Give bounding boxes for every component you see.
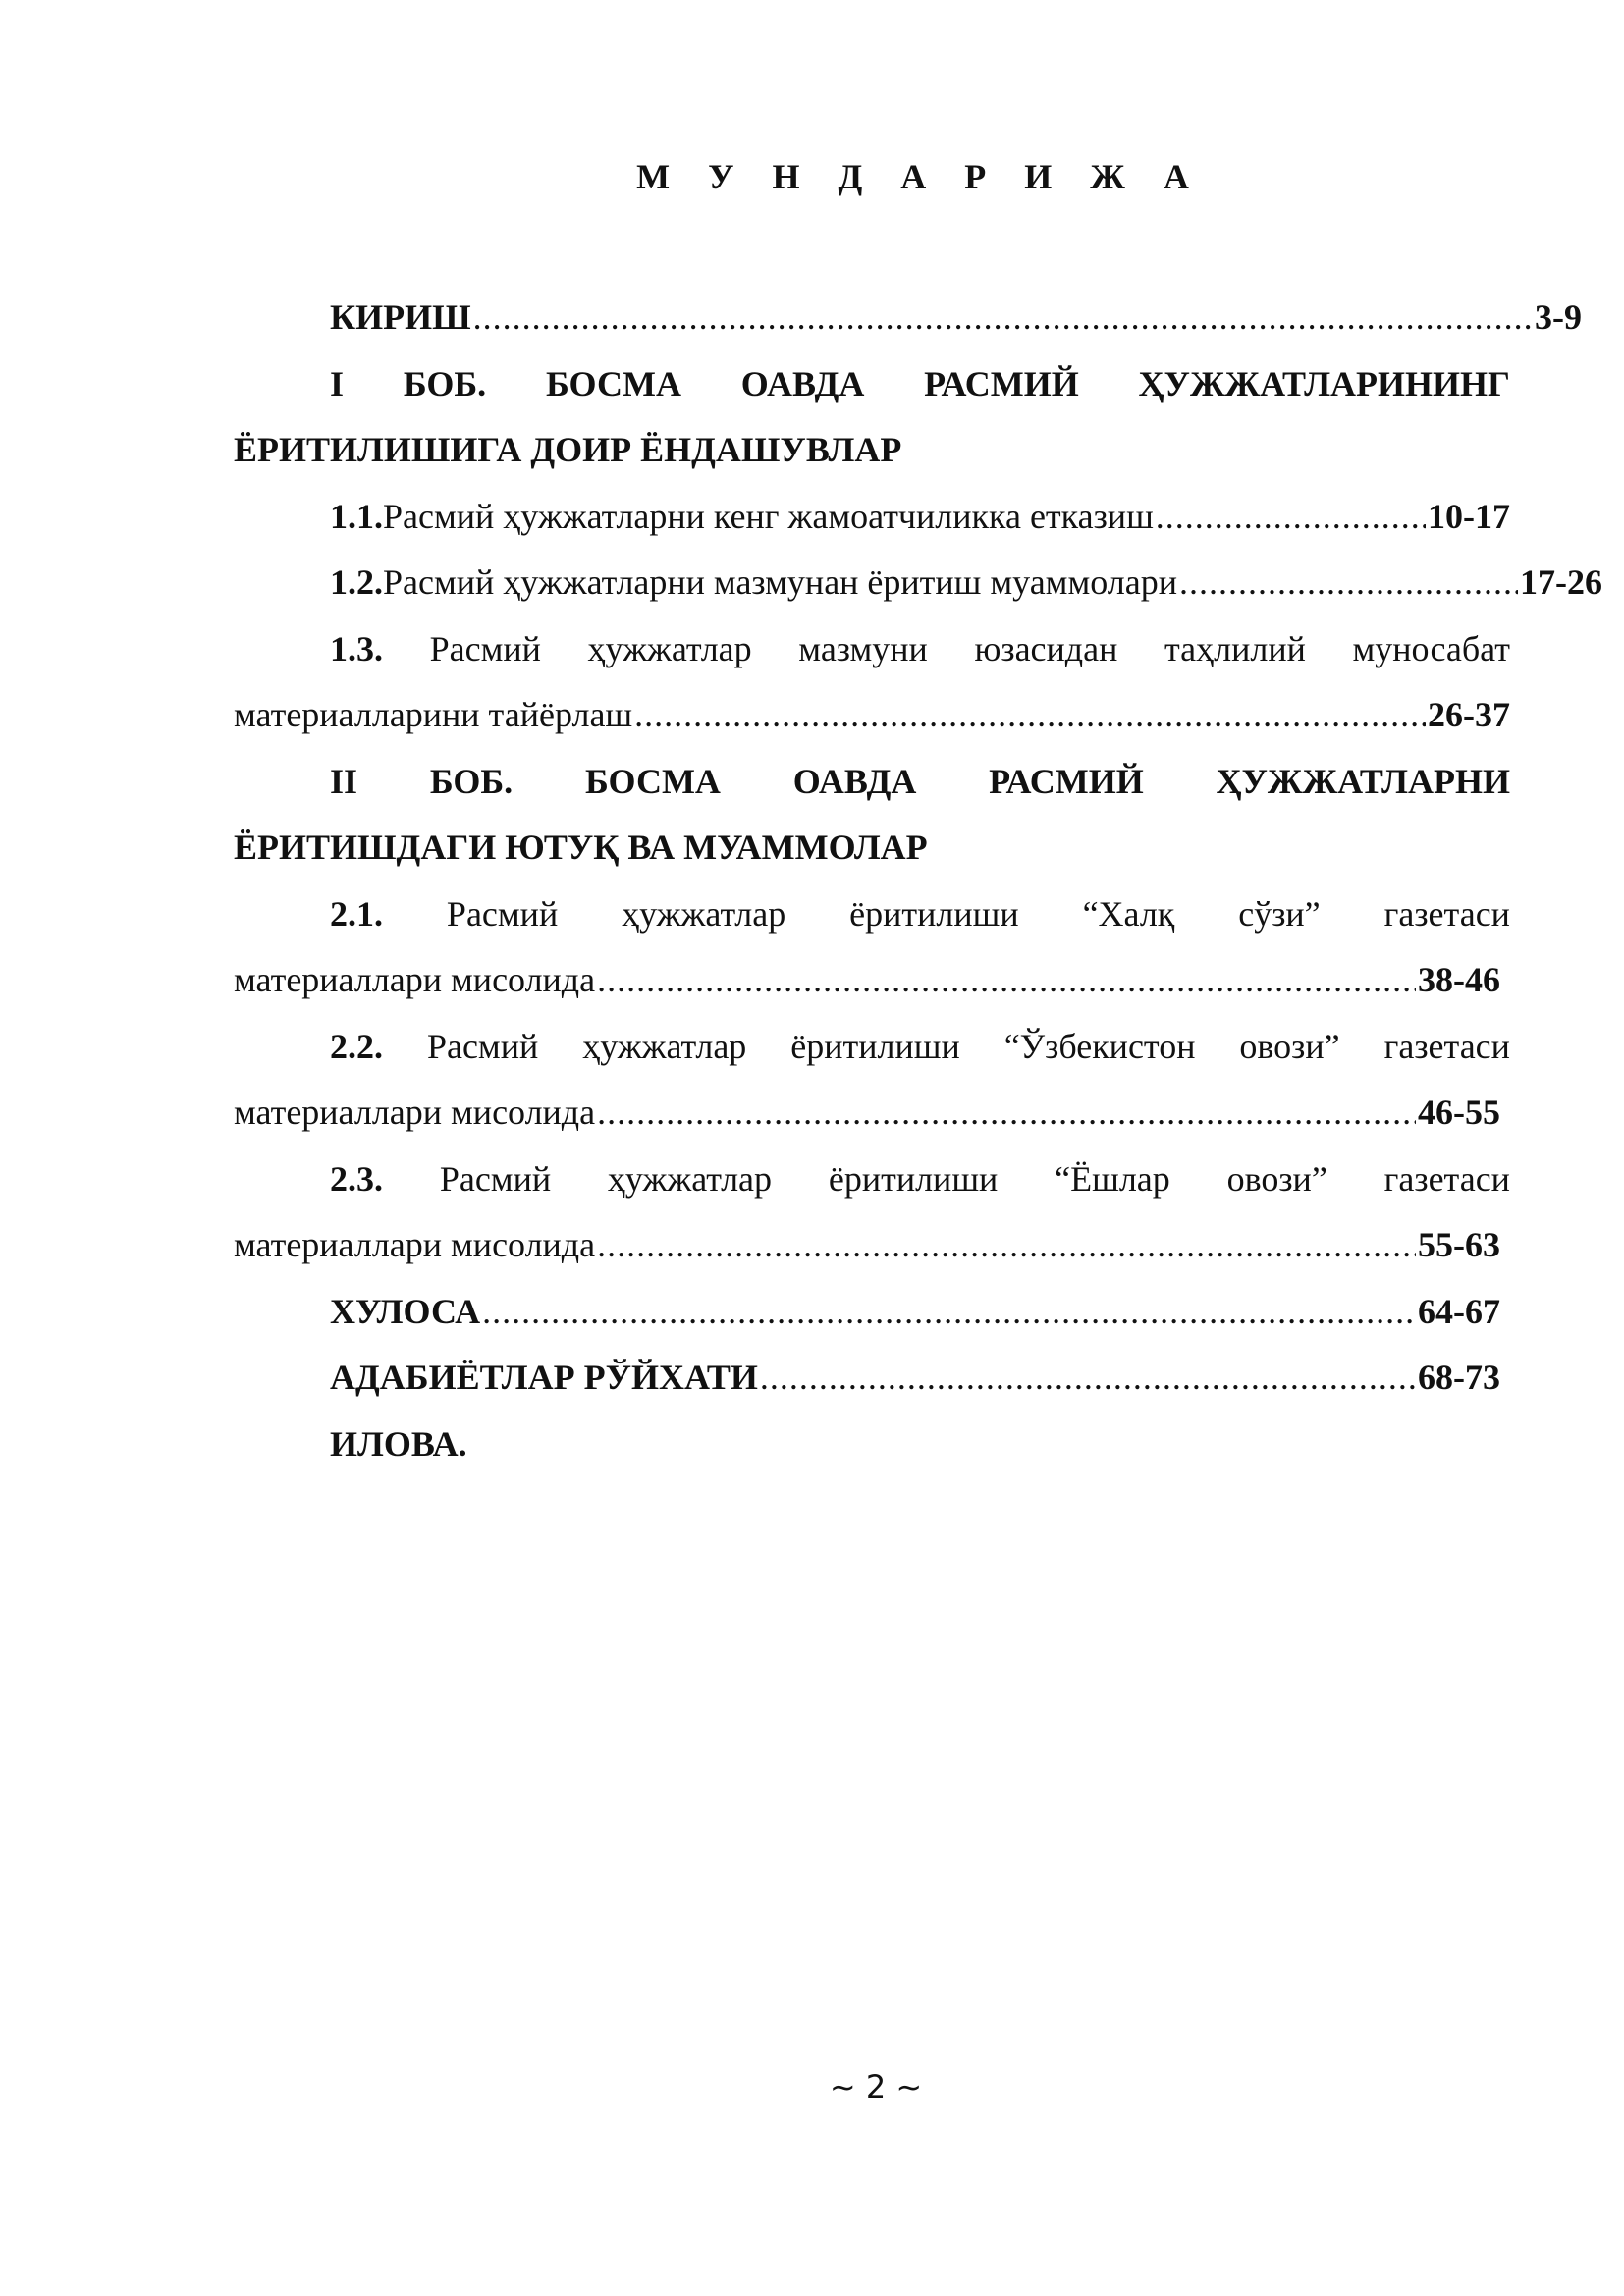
toc-entry-pages: 55-63 [1418,1225,1500,1264]
section-word: “Ўзбекистон [1003,1026,1196,1066]
table-of-contents [234,285,1602,1477]
section-number: 2.1. [330,893,383,934]
section-word: ҳужжатлар [607,1158,773,1199]
dot-leader [597,947,1416,1014]
toc-entry-2-3-cont [234,1212,1500,1279]
heading-word: БОБ. [403,363,487,403]
toc-entry-2-2 [234,1014,1510,1081]
section-word: газетаси [1383,1158,1510,1199]
heading-word: БОСМА [545,363,681,403]
section-word: ёритилиши [790,1026,960,1066]
chapter-1-heading-cont: ЁРИТИЛИШИГА ДОИР ЁНДАШУВЛАР [234,430,902,469]
toc-entry-pages: 10-17 [1428,496,1510,536]
section-title-cont: материаллари мисолида [234,960,596,999]
chapter-2-heading-cont: ЁРИТИШДАГИ ЮТУҚ ВА МУАММОЛАР [234,828,928,867]
toc-entry-label: ХУЛОСА [330,1291,481,1331]
toc-entry-pages: 38-46 [1418,960,1500,999]
heading-word: II [330,761,358,801]
toc-entry-pages: 68-73 [1418,1358,1500,1397]
toc-entry-1-2 [234,550,1602,616]
dot-leader [1179,550,1518,616]
toc-entry-1-3 [234,616,1510,683]
section-word: сўзи” [1238,893,1321,934]
section-word: ҳужжатлар [622,893,786,934]
section-title: Расмий ҳужжатларни кенг жамоатчиликка етказиш [383,496,1154,536]
section-word: мазмуни [798,628,928,668]
toc-entry-2-3 [234,1147,1510,1213]
section-word: газетаси [1383,893,1510,934]
section-title-cont: материаллари мисолида [234,1225,596,1264]
heading-word: ҲУЖЖАТЛАРНИ [1216,761,1510,801]
heading-word: I [330,363,345,403]
section-word: Расмий [426,1026,539,1066]
section-word: Расмий [439,1158,552,1199]
toc-entry-conclusion [234,1279,1500,1346]
toc-entry-label: АДАБИЁТЛАР РЎЙХАТИ [330,1358,758,1397]
toc-entry-2-2-cont [234,1080,1500,1147]
section-word: овози” [1239,1026,1340,1066]
toc-entry-appendix: ИЛОВА. [330,1423,467,1464]
dot-leader [473,285,1533,351]
dot-leader [634,682,1426,749]
section-word: “Ёшлар [1055,1158,1170,1199]
toc-entry-pages: 17-26 [1520,562,1602,602]
section-number: 2.2. [330,1026,383,1066]
chapter-2-heading [234,749,1510,816]
section-title-cont: материаллари мисолида [234,1093,596,1132]
toc-entry-intro [234,285,1582,351]
section-word: ёритилиши [828,1158,999,1199]
toc-entry-2-1-cont [234,947,1500,1014]
dot-leader [760,1345,1416,1412]
section-word: газетаси [1383,1026,1510,1066]
section-word: ҳужжатлар [582,1026,747,1066]
heading-word: ОАВДА [792,761,917,801]
heading-word: БОБ. [429,761,514,801]
section-number: 1.3. [330,628,383,668]
toc-entry-2-1 [234,881,1510,948]
heading-word: ОАВДА [740,363,865,403]
dot-leader [482,1279,1416,1346]
section-word: муносабат [1352,628,1510,668]
toc-entry-references [234,1345,1500,1412]
dot-leader [1156,484,1426,551]
dot-leader [597,1212,1416,1279]
section-number: 2.3. [330,1158,383,1199]
heading-word: ҲУЖЖАТЛАРИНИНГ [1138,363,1510,403]
toc-entry-1-1 [234,484,1510,551]
heading-word: БОСМА [584,761,721,801]
toc-entry-label: КИРИШ [330,297,471,337]
section-word: Расмий [429,628,541,668]
heading-word: РАСМИЙ [989,761,1144,801]
toc-entry-pages: 3-9 [1535,297,1582,337]
section-title: Расмий ҳужжатларни мазмунан ёритиш муаммолари [383,562,1177,602]
section-word: “Халқ [1082,893,1175,934]
toc-entry-pages: 64-67 [1418,1291,1500,1331]
section-word: овози” [1226,1158,1327,1199]
section-word: ҳужжатлар [587,628,752,668]
section-word: таҳлилий [1164,628,1306,668]
section-number: 1.2. [330,562,383,602]
dot-leader [597,1080,1416,1147]
chapter-1-heading [234,351,1510,418]
section-title-cont: материалларини тайёрлаш [234,695,633,734]
toc-entry-1-3-cont [234,682,1510,749]
section-word: Расмий [446,893,559,934]
toc-entry-pages: 26-37 [1428,695,1510,734]
section-word: юзасидан [974,628,1118,668]
toc-title: М У Н Д А Р И Ж А [636,157,1204,196]
page-number: ~ 2 ~ [829,2068,923,2106]
section-word: ёритилиши [849,893,1019,934]
section-number: 1.1. [330,496,383,536]
toc-entry-pages: 46-55 [1418,1093,1500,1132]
heading-word: РАСМИЙ [924,363,1079,403]
